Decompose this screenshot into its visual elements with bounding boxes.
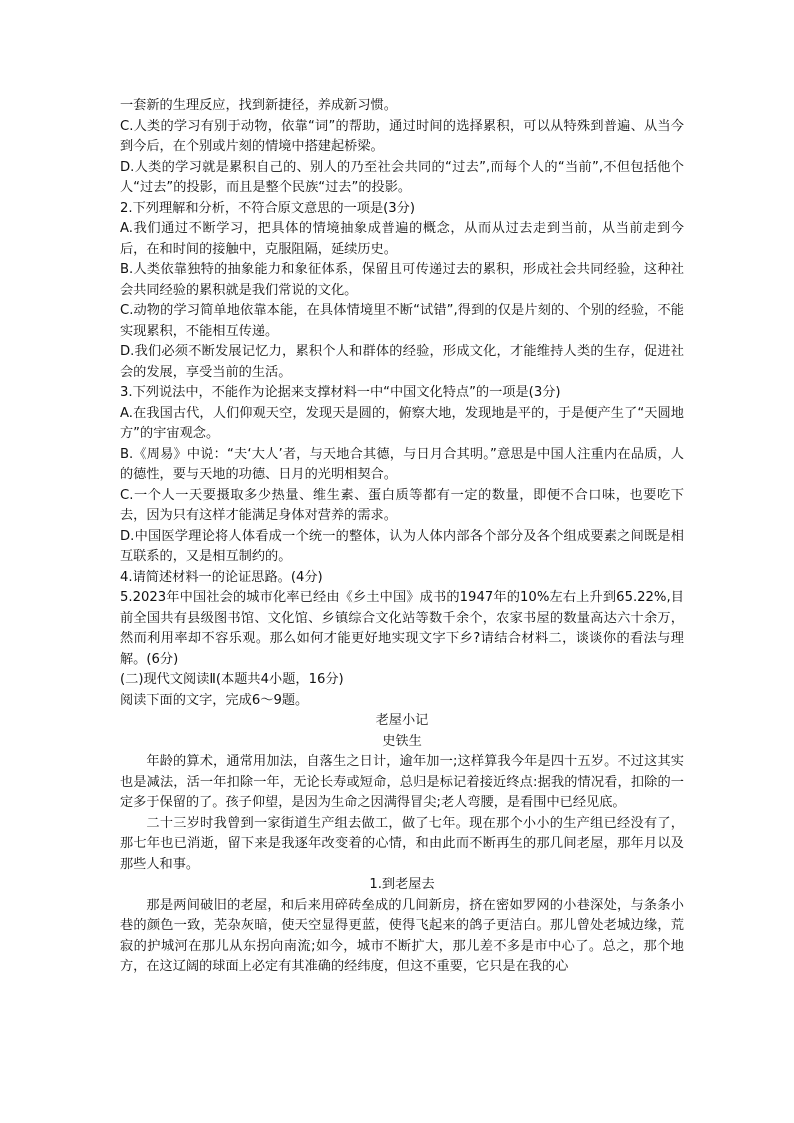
document-page [120,96,684,978]
text-paragraph: D.人类的学习就是累积自己的、别人的乃至社会共同的“过去”,而每个人的“当前”,不但包括他个人“过去”的投影，而且是整个民族“过去”的投影。 [120,159,684,195]
heading-line: 老屋小记 [375,713,429,728]
text-paragraph: 4.请简述材料一的论证思路。(4分) [120,569,323,585]
text-paragraph: D.我们必须不断发展记忆力，累积个人和群体的经验，形成文化，才能维持人类的生存，促进社会的发展，享受当前的生活。 [120,344,684,380]
text-paragraph: D.中国医学理论将人体看成一个统一的整体，认为人体内部各个部分及各个组成要素之间既是相互联系的，又是相互制约的。 [120,528,684,564]
text-paragraph: C.人类的学习有别于动物，依靠“词”的帮助，通过时间的选择累积，可以从特殊到普遍、从当今到今后，在个别或片刻的情境中搭建起桥梁。 [120,118,684,154]
text-paragraph: (二)现代文阅读Ⅱ(本题共4小题，16分) [120,672,344,687]
text-paragraph: 5.2023年中国社会的城市化率已经由《乡土中国》成书的1947年的10%左右上升到65.22%,目前全国共有县级图书馆、文化馆、乡镇综合文化站等数千余个，农家书屋的数量高达六十余万，然而利用率却不容乐观。那么如何才能更好地实现文字下乡?请结合材料二，谈谈你的看法与理解。(6分) [120,590,684,667]
text-paragraph: 二十三岁时我曾到一家街道生产组去做工，做了七年。现在那个小小的生产组已经没有了，那七年也已消逝，留下来是我逐年改变着的心情，和由此而不断再生的那几间老屋，那年月以及那些人和事。 [120,815,684,872]
text-paragraph: 3.下列说法中，不能作为论据来支撑材料一中“中国文化特点”的一项是(3分) [120,385,561,400]
text-paragraph: 那是两间破旧的老屋，和后来用碎砖垒成的几间新房，挤在密如罗网的小巷深处，与条条小巷的颜色一致，芜杂灰暗，使天空显得更蓝，使得飞起来的鸽子更洁白。那儿曾处老城边缘，荒寂的护城河在那儿从东拐向南流;如今，城市不断扩大，那儿差不多是市中心了。总之，那个地方，在这辽阔的球面上必定有其准确的经纬度，但这不重要，它只是在我的心 [120,897,684,974]
text-paragraph: C.动物的学习简单地依靠本能，在具体情境里不断“试错”,得到的仅是片刻的、个别的经验，不能实现累积，不能相互传递。 [120,303,684,339]
text-paragraph: 一套新的生理反应，找到新捷径，养成新习惯。 [120,98,397,113]
text-paragraph: 阅读下面的文字，完成6～9题。 [120,692,309,708]
text-paragraph: 年龄的算术，通常用加法，自落生之日计，逾年加一;这样算我今年是四十五岁。不过这其实也是减法，活一年扣除一年，无论长寿或短命，总归是标记着接近终点:据我的情况看，扣除的一定多于保留的了。孩子仰望，是因为生命之因满得冒尖;老人弯腰，是看围中已经见底。 [120,754,684,810]
heading-line: 史铁生 [382,733,422,749]
text-paragraph: B.《周易》中说：“夫‘大人’者，与天地合其德，与日月合其明。”意思是中国人注重内在品质，人的德性，要与天地的功德、日月的光明相契合。 [120,446,684,482]
text-paragraph: A.在我国古代，人们仰观天空，发现天是圆的，俯察大地，发现地是平的，于是便产生了“天圆地方”的宇宙观念。 [120,405,684,441]
text-paragraph: B.人类依靠独特的抽象能力和象征体系，保留且可传递过去的累积，形成社会共同经验，这种社会共同经验的累积就是我们常说的文化。 [120,262,684,298]
heading-line: 1.到老屋去 [369,877,435,892]
text-paragraph: 2.下列理解和分析，不符合原文意思的一项是(3分) [120,200,416,216]
text-paragraph: A.我们通过不断学习，把具体的情境抽象成普遍的概念，从而从过去走到当前，从当前走到今后，在和时间的接触中，克服阻隔，延续历史。 [120,221,684,257]
text-paragraph: C.一个人一天要摄取多少热量、维生素、蛋白质等都有一定的数量，即便不合口味，也要吃下去，因为只有这样才能满足身体对营养的需求。 [120,487,684,523]
